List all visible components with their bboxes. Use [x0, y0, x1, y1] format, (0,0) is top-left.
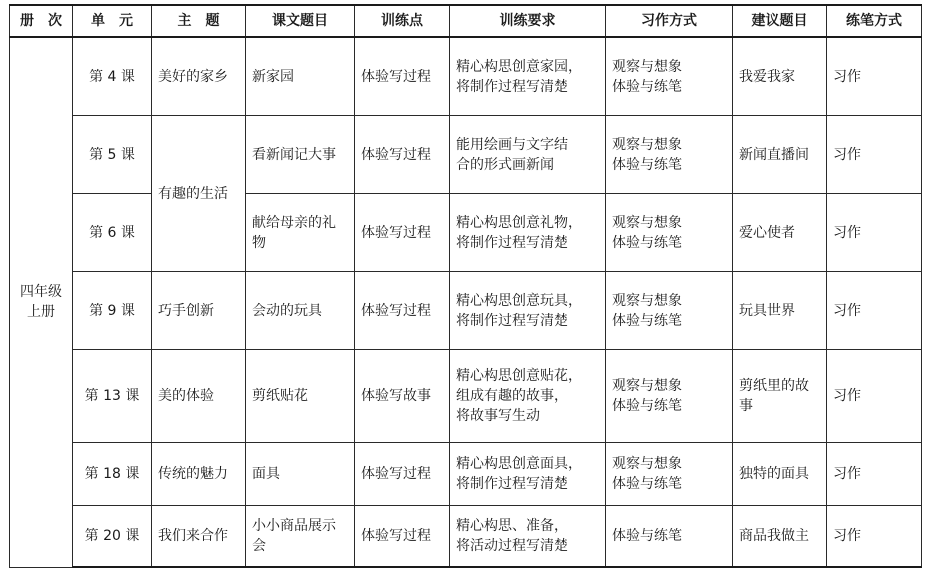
theme-cell: 美好的家乡 — [152, 37, 246, 116]
theme-cell: 美的体验 — [152, 350, 246, 443]
theme-cell: 巧手创新 — [152, 272, 246, 350]
requirement-line: 将制作过程写清楚 — [456, 234, 568, 251]
topic-line: 剪纸里的故 — [739, 378, 809, 394]
unit-cell: 第 4 课 — [73, 37, 152, 116]
title-cell: 新家园 — [246, 37, 355, 116]
table-row — [10, 194, 922, 272]
point-cell: 体验写过程 — [355, 272, 450, 350]
topic-cell: 爱心使者 — [733, 194, 827, 272]
practice-cell: 习作 — [827, 194, 922, 272]
title-cell: 剪纸贴花 — [246, 350, 355, 443]
table-row — [10, 443, 922, 506]
grade-line: 上册 — [27, 304, 55, 321]
method-line: 体验与练笔 — [612, 156, 682, 173]
topic-cell: 独特的面具 — [733, 443, 827, 506]
topic-line: 事 — [739, 398, 753, 414]
title-line: 小小商品展示 — [252, 518, 336, 534]
requirement-cell — [450, 506, 606, 568]
method-cell — [606, 350, 733, 443]
requirement-cell — [450, 37, 606, 116]
method-cell — [606, 443, 733, 506]
title-cell: 看新闻记大事 — [246, 116, 355, 194]
method-cell — [606, 116, 733, 194]
practice-cell: 习作 — [827, 272, 922, 350]
topic-cell: 商品我做主 — [733, 506, 827, 568]
point-cell: 体验写过程 — [355, 194, 450, 272]
method-line: 观察与想象 — [612, 378, 682, 394]
practice-cell: 习作 — [827, 443, 922, 506]
theme-cell: 我们来合作 — [152, 506, 246, 568]
requirement-line: 精心构思创意家园， — [456, 58, 582, 75]
requirement-line: 精心构思创意贴花， — [456, 368, 582, 384]
grade-cell — [10, 37, 73, 567]
topic-cell: 新闻直播间 — [733, 116, 827, 194]
table-row — [10, 37, 922, 116]
title-cell: 面具 — [246, 443, 355, 506]
table-row — [10, 350, 922, 443]
requirement-line: 精心构思创意礼物， — [456, 214, 582, 231]
theme-cell: 传统的魅力 — [152, 443, 246, 506]
requirement-line: 将活动过程写清楚 — [456, 538, 568, 554]
point-cell: 体验写过程 — [355, 443, 450, 506]
unit-cell: 第 18 课 — [73, 443, 152, 506]
method-line: 体验与练笔 — [612, 398, 682, 414]
method-line: 体验与练笔 — [612, 312, 682, 329]
practice-cell: 习作 — [827, 37, 922, 116]
table-header — [10, 5, 922, 37]
method-line: 观察与想象 — [612, 456, 682, 472]
col-header-topic: 建议题目 — [733, 5, 827, 37]
theme-cell: 有趣的生活 — [152, 116, 246, 272]
col-header-unit: 单 元 — [73, 5, 152, 37]
col-header-theme: 主 题 — [152, 5, 246, 37]
col-header-practice: 练笔方式 — [827, 5, 922, 37]
title-cell — [246, 194, 355, 272]
unit-cell: 第 9 课 — [73, 272, 152, 350]
col-header-method: 习作方式 — [606, 5, 733, 37]
requirement-cell — [450, 443, 606, 506]
method-line: 体验与练笔 — [612, 528, 682, 544]
grade-line: 四年级 — [20, 284, 62, 301]
topic-cell: 玩具世界 — [733, 272, 827, 350]
method-line: 观察与想象 — [612, 136, 682, 153]
title-line: 会 — [252, 538, 266, 554]
requirement-line: 将制作过程写清楚 — [456, 78, 568, 95]
method-line: 体验与练笔 — [612, 476, 682, 492]
requirement-line: 将故事写生动 — [456, 408, 540, 424]
requirement-cell — [450, 194, 606, 272]
requirement-line: 合的形式画新闻 — [456, 156, 554, 173]
unit-cell: 第 20 课 — [73, 506, 152, 568]
unit-cell: 第 6 课 — [73, 194, 152, 272]
topic-cell — [733, 350, 827, 443]
requirement-line: 精心构思创意玩具， — [456, 292, 582, 309]
unit-cell: 第 5 课 — [73, 116, 152, 194]
requirement-line: 精心构思、准备， — [456, 518, 568, 534]
title-line: 献给母亲的礼 — [252, 214, 336, 231]
method-line: 观察与想象 — [612, 214, 682, 231]
method-cell — [606, 272, 733, 350]
method-line: 观察与想象 — [612, 58, 682, 75]
method-line: 体验与练笔 — [612, 78, 682, 95]
method-line: 观察与想象 — [612, 292, 682, 309]
requirement-cell — [450, 272, 606, 350]
title-line: 物 — [252, 234, 266, 251]
practice-cell: 习作 — [827, 116, 922, 194]
requirement-line: 组成有趣的故事， — [456, 388, 568, 404]
requirement-cell — [450, 116, 606, 194]
unit-cell: 第 13 课 — [73, 350, 152, 443]
table-row — [10, 116, 922, 194]
requirement-line: 将制作过程写清楚 — [456, 312, 568, 329]
requirement-line: 将制作过程写清楚 — [456, 476, 568, 492]
practice-cell: 习作 — [827, 350, 922, 443]
table-body — [10, 37, 922, 567]
title-cell: 会动的玩具 — [246, 272, 355, 350]
requirement-line: 能用绘画与文字结 — [456, 136, 568, 153]
topic-cell: 我爱我家 — [733, 37, 827, 116]
col-header-grade: 册 次 — [10, 5, 73, 37]
point-cell: 体验写过程 — [355, 506, 450, 568]
point-cell: 体验写过程 — [355, 37, 450, 116]
table-row — [10, 506, 922, 568]
title-cell — [246, 506, 355, 568]
method-cell — [606, 37, 733, 116]
point-cell: 体验写故事 — [355, 350, 450, 443]
point-cell: 体验写过程 — [355, 116, 450, 194]
requirement-cell — [450, 350, 606, 443]
method-line: 体验与练笔 — [612, 234, 682, 251]
header-row — [10, 5, 922, 37]
col-header-requirement: 训练要求 — [450, 5, 606, 37]
curriculum-table — [9, 4, 922, 568]
col-header-point: 训练点 — [355, 5, 450, 37]
requirement-line: 精心构思创意面具， — [456, 456, 582, 472]
table-row — [10, 272, 922, 350]
method-cell — [606, 506, 733, 568]
practice-cell: 习作 — [827, 506, 922, 568]
method-cell — [606, 194, 733, 272]
col-header-title: 课文题目 — [246, 5, 355, 37]
